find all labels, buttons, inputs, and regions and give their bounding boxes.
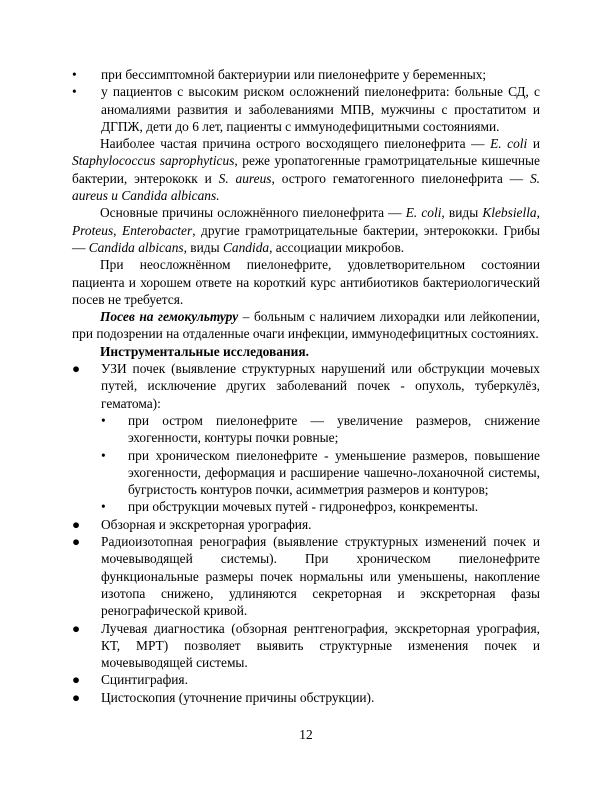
bullet-text: УЗИ почек (выявление структурных нарушений или обструкции мочевых путей, исключение других заболеваний почек - опухоль, туберкулёз, гематома): — [101, 361, 540, 411]
bullet-text: при хроническом пиелонефрите - уменьшение размеров, повышение эхогенности, деформация и расширение чашечно-лоханочной системы, бугристость контуров почки, асимметрия размеров и контуров; — [128, 447, 540, 498]
bullet-text: Сцинтиграфия. — [101, 672, 188, 688]
bullet-item — [72, 533, 540, 619]
species-name: Klebsiella — [482, 205, 537, 221]
text-run: , реже уропатогенные грамотрицательные кишечные бактерии, энтерококк и — [72, 153, 540, 186]
paragraph-blood-culture — [72, 308, 540, 343]
bullet-item — [72, 671, 540, 688]
bullet-icon: ● — [72, 534, 81, 550]
bullet-icon: • — [101, 499, 106, 515]
sub-bullet-item — [72, 412, 540, 447]
paragraph-uncomplicated: При неосложнённом пиелонефрите, удовлетворительном состоянии пациента и хорошем ответе на короткий курс антибиотиков бактериологический посев не требуется. — [72, 257, 540, 307]
bullet-icon: ● — [72, 672, 81, 688]
sub-bullet-item — [72, 498, 540, 515]
blood-culture-term: Посев на гемокультуру — [100, 309, 239, 325]
species-name: E. coli — [490, 136, 528, 152]
bullet-item — [72, 83, 540, 135]
paragraph-causes — [72, 135, 540, 204]
text-run: , — [113, 222, 123, 238]
page-number: 12 — [299, 727, 313, 742]
bullet-icon: ● — [72, 620, 81, 636]
text-run: и — [527, 136, 540, 152]
species-name: Staphylococcus saprophyticus — [72, 153, 235, 169]
bullet-icon: • — [101, 412, 106, 428]
bullet-item — [72, 516, 540, 533]
bullet-text: Радиоизотопная ренография (выявление структурных изменений почек и мочевыводящей системы). При хроническом пиелонефрите функциональные размеры почек нормальны или уменьшены, накопление изотопа снижено, удлиняются секреторная и экскреторная фазы ренографической кривой. — [101, 534, 540, 619]
bullet-icon: ● — [72, 361, 81, 377]
bullet-icon: • — [72, 84, 77, 100]
text-run: , ассоциации микробов. — [269, 239, 405, 255]
text-run: , острого гематогенного пиелонефрита — — [271, 170, 530, 186]
text-run: , другие грамотрицательные бактерии, энтерококки. Грибы — — [72, 222, 541, 255]
bullet-icon: ● — [72, 689, 81, 705]
text-run: Наиболее частая причина острого восходящего пиелонефрита — — [100, 136, 491, 152]
bullet-text: Лучевая диагностика (обзорная рентгенография, экскреторная урография, КТ, МРТ) позволяет выявить структурные изменения почек и мочевыводящей системы. — [101, 620, 540, 671]
text-run: , — [536, 205, 540, 221]
bullet-text: при остром пиелонефрите — увеличение размеров, снижение эхогенности, контуры почки ровные; — [128, 412, 540, 446]
bullet-item — [72, 360, 540, 412]
bullet-item — [72, 66, 540, 83]
bullet-icon: • — [72, 67, 77, 82]
section-heading: Инструментальные исследования. — [100, 343, 309, 359]
bullet-text: у пациентов с высоким риском осложнений пиелонефрита: больные СД, с аномалиями развития и заболеваниями МПВ, мужчины с простатитом и ДГПЖ, дети до 6 лет, пациенты с иммунодефицитными состояниями. — [101, 84, 540, 134]
bullet-item — [72, 620, 540, 672]
bullet-text: при бессимптомной бактериурии или пиелонефрите у беременных; — [101, 67, 487, 82]
species-name: S. aureus — [218, 170, 272, 186]
species-name: Enterobacter — [122, 222, 193, 238]
text-run: , виды — [183, 239, 223, 255]
text-run: Основные причины осложнённого пиелонефрита — — [100, 205, 406, 221]
bullet-icon: • — [101, 447, 106, 463]
species-name: E. coli, — [405, 205, 445, 221]
species-name: Candida albicans — [88, 239, 184, 255]
bullet-icon: ● — [72, 516, 81, 532]
species-name: Candida — [222, 239, 270, 255]
bullet-text: Цистоскопия (уточнение причины обструкции). — [101, 689, 375, 705]
sub-bullet-item — [72, 447, 540, 499]
page-body — [72, 66, 540, 706]
text-run: – больным с наличием лихорадки или лейкопении, при подозрении на отдаленные очаги инфекции, иммунодефицитных состояниях. — [72, 309, 540, 342]
bullet-text: при обструкции мочевых путей - гидронефроз, конкременты. — [128, 499, 479, 515]
bullet-text: Обзорная и экскреторная урография. — [101, 516, 312, 532]
paragraph-complications — [72, 204, 540, 256]
bullet-item — [72, 689, 540, 706]
species-name: S. aureus и Candida albicans. — [72, 170, 540, 204]
species-name: Proteus — [72, 222, 114, 238]
text-run: виды — [444, 205, 483, 221]
